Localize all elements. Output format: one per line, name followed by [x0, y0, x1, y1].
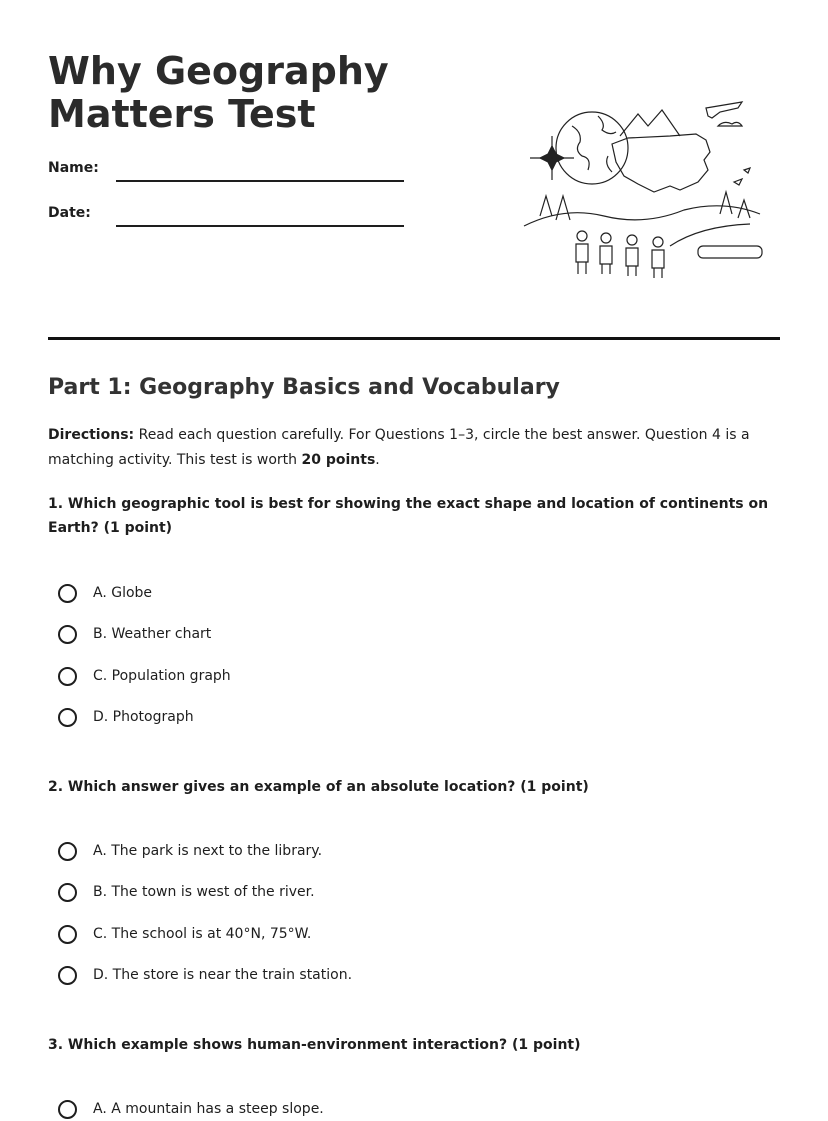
option-label: C. Population graph: [93, 668, 231, 684]
section-divider: [48, 337, 780, 340]
directions-label: Directions:: [48, 427, 135, 443]
q1-option-a[interactable]: [58, 581, 152, 605]
q2-option-d[interactable]: [58, 963, 352, 987]
option-label: A. The park is next to the library.: [93, 843, 323, 859]
option-label: A. Globe: [93, 585, 153, 601]
radio-circle[interactable]: [58, 966, 77, 985]
geography-illustration: [520, 96, 765, 296]
points-text: 20 points: [301, 452, 376, 468]
option-label: B. The town is west of the river.: [93, 884, 315, 900]
name-line[interactable]: [116, 180, 404, 182]
question-2: 2. Which answer gives an example of an absolute location? (1 point): [48, 779, 589, 795]
radio-circle[interactable]: [58, 584, 77, 603]
radio-circle[interactable]: [58, 842, 77, 861]
directions-text: Read each question carefully. For Questions 1–3, circle the best answer. Question 4 is a matching activity. This test is worth: [48, 427, 750, 468]
q1-option-b[interactable]: [58, 622, 211, 646]
radio-circle[interactable]: [58, 883, 77, 902]
name-label: Name:: [48, 160, 99, 176]
q2-option-b[interactable]: [58, 880, 315, 904]
option-label: D. The store is near the train station.: [93, 967, 353, 983]
part1-heading: Part 1: Geography Basics and Vocabulary: [48, 375, 560, 400]
q1-option-d[interactable]: [58, 705, 194, 729]
directions-end: .: [375, 452, 380, 468]
question-3: 3. Which example shows human-environment interaction? (1 point): [48, 1037, 581, 1053]
option-label: D. Photograph: [93, 709, 194, 725]
q3-option-a[interactable]: [58, 1097, 324, 1121]
radio-circle[interactable]: [58, 708, 77, 727]
question-1: 1. Which geographic tool is best for showing the exact shape and location of continents on Earth? (1 point): [48, 496, 769, 536]
q2-option-a[interactable]: [58, 839, 322, 863]
option-label: B. Weather chart: [93, 626, 212, 642]
q2-option-c[interactable]: [58, 922, 311, 946]
q1-option-c[interactable]: [58, 664, 231, 688]
radio-circle[interactable]: [58, 1100, 77, 1119]
radio-circle[interactable]: [58, 925, 77, 944]
date-line[interactable]: [116, 225, 404, 227]
radio-circle[interactable]: [58, 667, 77, 686]
date-label: Date:: [48, 205, 91, 221]
option-label: C. The school is at 40°N, 75°W.: [93, 926, 312, 942]
directions: [48, 423, 768, 473]
option-label: A. A mountain has a steep slope.: [93, 1101, 324, 1117]
radio-circle[interactable]: [58, 625, 77, 644]
test-title: Why Geography Matters Test: [48, 49, 389, 136]
